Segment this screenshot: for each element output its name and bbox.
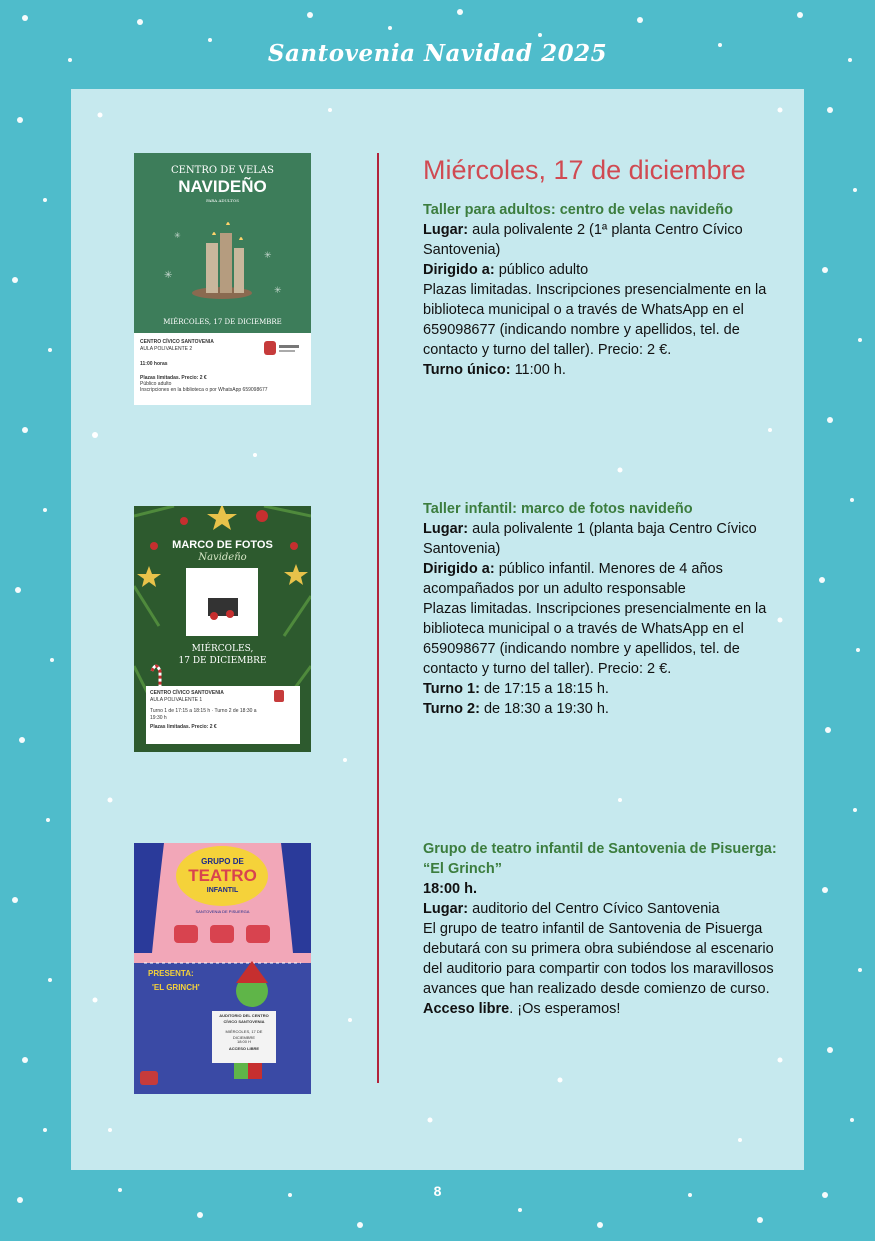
poster-audience: Público adulto (140, 381, 172, 387)
svg-text:✳: ✳ (174, 231, 181, 240)
event-audience: Dirigido a: público infantil. Menores de 4 años acompañados por un adulto responsable (423, 561, 723, 597)
day-title: Miércoles, 17 de diciembre (423, 155, 746, 185)
event-turn-1: Turno 1: de 17:15 a 18:15 h. (423, 681, 609, 697)
poster-title-line2: Navideño (198, 552, 247, 563)
event-theatre (423, 839, 783, 1019)
poster-title-line1: CENTRO DE VELAS (170, 165, 274, 176)
poster-price: Plazas limitadas. Precio: 2 € (150, 724, 217, 730)
poster-room: AULA POLIVALENTE 1 (150, 697, 203, 703)
event-location: Lugar: auditorio del Centro Cívico Santovenia (423, 901, 720, 917)
poster-title-line1: MARCO DE FOTOS (172, 539, 273, 551)
event-description: El grupo de teatro infantil de Santovenia de Pisuerga debutará con su primera obra subiéndose al escenario del auditorio para compartir con todos los maravillosos avances que han realizado desde comienzo de curso. (423, 921, 774, 997)
poster-theatre (134, 843, 311, 1094)
event-location: Lugar: aula polivalente 2 (1ª planta Centro Cívico Santovenia) (423, 222, 743, 258)
poster-top-line3: INFANTIL (206, 887, 239, 894)
header-title: Santovenia Navidad 2025 (267, 40, 608, 67)
candle-illustration (134, 153, 311, 333)
poster-sign-venue: AUDITORIO DEL CENTRO CÍVICO SANTOVENIA (219, 1013, 269, 1024)
page-number: 8 (433, 1183, 442, 1199)
poster-top-line2: TEATRO (188, 866, 257, 885)
event-registration: Plazas limitadas. Inscripciones presencialmente en la biblioteca municipal o a través de WhatsApp en el 659098677 (indicando nombre y apellidos, tel. de contacto y turno del taller). Precio: 2 €. (423, 601, 767, 677)
event-audience: Dirigido a: público adulto (423, 262, 589, 278)
poster-price: Plazas limitadas. Precio: 2 € (140, 375, 207, 381)
poster-time: 11:00 horas (140, 361, 168, 367)
event-adult-workshop (423, 200, 783, 380)
poster-sign-time: 18:00 H (236, 1039, 251, 1044)
event-title: Taller infantil: marco de fotos navideño (423, 501, 693, 517)
event-location: Lugar: aula polivalente 1 (planta baja Centro Cívico Santovenia) (423, 521, 757, 557)
poster-turns: Turno 1 de 17:15 a 18:15 h · Turno 2 de 18:30 a 19:30 h (150, 708, 257, 721)
poster-sign-date: MIÉRCOLES, 17 DE DICIEMBRE (225, 1029, 263, 1040)
poster-candle-workshop (134, 153, 311, 405)
poster-top-line1: GRUPO DE (201, 857, 244, 866)
poster-photo-frame (134, 506, 311, 752)
svg-text:✳: ✳ (274, 285, 282, 295)
poster-venue: CENTRO CÍVICO SANTOVENIA (140, 339, 214, 345)
crest-icon (262, 339, 302, 359)
event-title: Taller para adultos: centro de velas navideño (423, 202, 733, 218)
poster-inscription: Inscripciones en la biblioteca o por WhatsApp 659098677 (140, 387, 268, 393)
poster-date-line2: 17 DE DICIEMBRE (178, 656, 267, 666)
poster-room: AULA POLIVALENTE 2 (140, 346, 193, 352)
svg-text:✳: ✳ (264, 250, 272, 260)
poster-title-line2: NAVIDEÑO (178, 177, 267, 196)
event-turn: Turno único: 11:00 h. (423, 362, 566, 378)
event-access: Acceso libre. ¡Os esperamos! (423, 1001, 621, 1017)
poster-date: MIÉRCOLES, 17 DE DICIEMBRE (163, 318, 282, 326)
poster-subtitle: PARA ADULTOS (206, 198, 239, 203)
poster-grinch: 'EL GRINCH' (152, 983, 200, 992)
event-title: Grupo de teatro infantil de Santovenia de Pisuerga: “El Grinch” (423, 841, 777, 877)
poster-venue: CENTRO CÍVICO SANTOVENIA (150, 690, 224, 696)
event-time: 18:00 h. (423, 881, 477, 897)
event-children-workshop (423, 499, 783, 719)
poster-sign-access: ACCESO LIBRE (228, 1046, 260, 1051)
poster-presenta: PRESENTA: (148, 969, 194, 978)
vertical-divider (377, 153, 379, 1083)
poster-date-line1: MIÉRCOLES, (191, 644, 254, 654)
event-registration: Plazas limitadas. Inscripciones presencialmente en la biblioteca municipal o a través de WhatsApp en el 659098677 (indicando nombre y apellidos, tel. de contacto y turno del taller). Precio: 2 €. (423, 282, 767, 358)
poster-top-line4: SANTOVENIA DE PISUERGA (195, 909, 250, 914)
svg-text:✳: ✳ (164, 270, 173, 281)
event-turn-2: Turno 2: de 18:30 a 19:30 h. (423, 701, 609, 717)
